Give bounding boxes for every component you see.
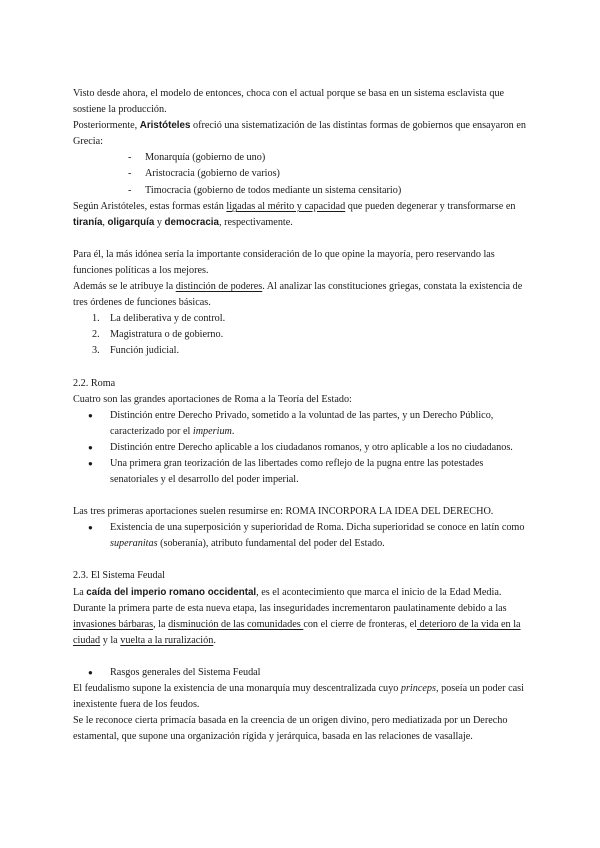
numbered-item: 2. Magistratura o de gobierno. [92,329,224,341]
bold-term: caída del imperio romano occidental [86,586,257,598]
bullet-item: ● Distinción entre Derecho Privado, sometido a la voluntad de las partes, y un Derecho Público, caracterizado por el imperium. [73,408,528,440]
dash-item: - Monarquía (gobierno de uno) [128,152,266,164]
paragraph-aristoteles [73,118,528,150]
paragraph-idonea: Para él, la más idónea sería la importante consideración de lo que opine la mayoría, pero reservando las funciones políticas a los mejores. [73,248,495,276]
numbered-item: 1. La deliberativa y de control. [92,313,226,325]
bullet-icon: ● [88,667,93,677]
document-body [73,86,528,745]
paragraph-roma-intro: Cuatro son las grandes aportaciones de Roma a la Teoría del Estado: [73,393,352,405]
underlined-term: disminución de las comunidades [168,618,304,630]
underlined-term: distinción de poderes [175,281,263,293]
dash-item: - Aristocracia (gobierno de varios) [128,168,280,180]
paragraph-formas: Según Aristóteles, estas formas están ligadas al mérito y capacidad que pueden degenerar y transformarse en tiranía, oligarquía y democracia, respectivamente. [73,200,516,228]
bullet-item: ● Distinción entre Derecho aplicable a los ciudadanos romanos, y otro aplicable a los no ciudadanos. [73,440,528,456]
bullet-icon: ● [88,458,93,468]
paragraph-resumen: Las tres primeras aportaciones suelen resumirse en: ROMA INCORPORA LA IDEA DEL DERECHO. [73,506,494,518]
underlined-term: deterioro de la vida en la ciudad [73,618,521,646]
bold-term: oligarquía [107,216,155,228]
bold-term: tiranía [73,216,103,228]
bullet-item: ● Rasgos generales del Sistema Feudal [73,665,528,681]
section-heading-feudal: 2.3. El Sistema Feudal [73,570,165,582]
numbered-list [73,311,528,359]
underlined-term: vuelta a la ruralización [120,634,214,646]
paragraph-feudalismo: El feudalismo supone la existencia de una monarquía muy descentralizada cuyo princeps, poseía un poder casi inexistente fuera de los feudos. [73,683,524,711]
dash-list [73,150,528,198]
paragraph-caida: La caída del imperio romano occidental, es el acontecimiento que marca el inicio de la Edad Media. Durante la primera parte de esta nueva etapa, las inseguridades incrementaron paulatinamente debido a las invasiones bárbaras, la disminución de las comunidades con el cierre de fronteras, el deterioro de la vida en la ciudad y la vuelta a la ruralización. [73,586,521,646]
bullet-item: ● Existencia de una superposición y superioridad de Roma. Dicha superioridad se conoce en latín como superanitas (soberanía), atributo fundamental del poder del Estado. [73,520,528,552]
bullet-icon: ● [88,410,93,420]
text: Posteriormente, [73,120,140,132]
bullet-item: ● Una primera gran teorización de las libertades como reflejo de la pugna entre las potestades senatoriales y el desarrollo del poder imperial. [73,456,528,488]
dash-item: - Timocracia (gobierno de todos mediante un sistema censitario) [128,184,402,196]
paragraph-intro: Visto desde ahora, el modelo de entonces, choca con el actual porque se basa en un sistema esclavista que sostiene la producción. [73,88,505,116]
section-heading-roma: 2.2. Roma [73,377,116,389]
bold-term: democracia [164,216,219,228]
bold-term: Aristóteles [139,120,191,132]
paragraph-poderes: Además se le atribuye la distinción de poderes. Al analizar las constituciones griegas, constata la existencia de tres órdenes de funciones básicas. [73,281,523,309]
text: ofreció una sistematización de las distintas formas de gobiernos que ensayaron en Grecia: [73,120,526,148]
paragraph-primacia: Se le reconoce cierta primacía basada en la creencia de un origen divino, pero mediatizada por un Derecho estamental, que supone una organización rígida y jerárquica, basada en las relaciones de vasallaje. [73,715,508,743]
bullet-icon: ● [88,523,93,533]
underlined-term: ligadas al mérito y capacidad [226,200,346,212]
underlined-term: invasiones bárbaras [73,618,154,630]
bullet-icon: ● [88,442,93,452]
numbered-item: 3. Función judicial. [92,345,180,357]
bullet-list-roma [73,408,528,488]
